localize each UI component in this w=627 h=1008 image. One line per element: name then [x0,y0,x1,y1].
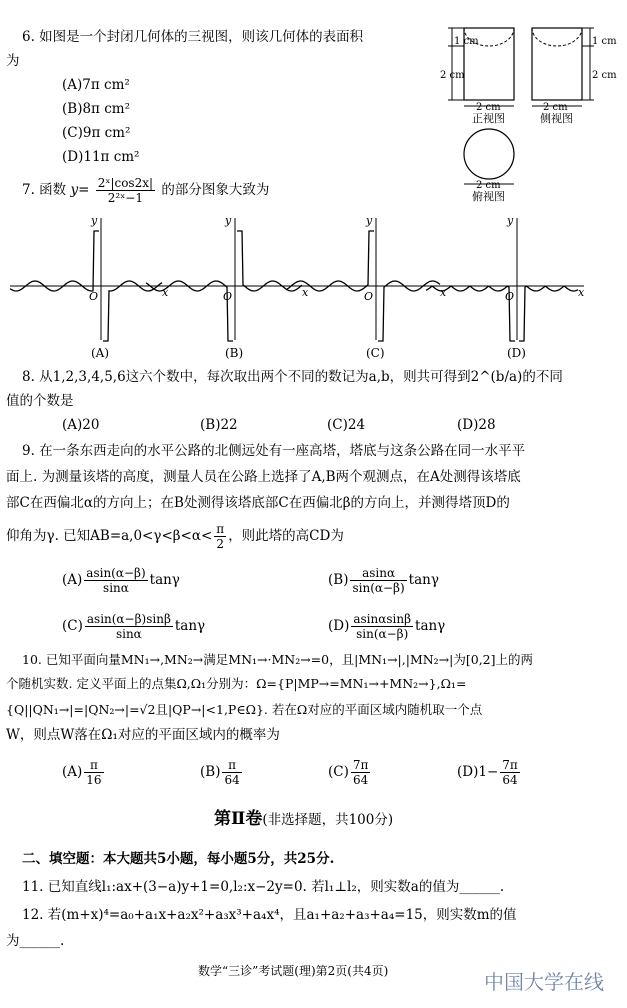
top-view-label: 俯视图 [472,190,505,203]
y-axis-label: y [507,214,514,227]
x-axis-label: x [162,286,169,299]
top-dim-2cm: 2 cm [476,180,501,191]
q12-line1: 12. 若(m+x)⁴=a₀+a₁x+a₂x²+a₃x³+a₄x⁴，且a₁+a₂+a₃+a₄=15，则实数m的值 [22,907,517,923]
page-footer: 数学“三诊”考试题(理)第2页(共4页) [198,964,389,978]
front-dim-2cm-height: 2 cm [440,70,465,81]
graph-label: (B) [225,346,244,360]
q9-line2: 面上. 为测量该塔的高度，测量人员在公路上选择了A,B两个观测点，在A处测得该塔底 [6,469,521,485]
x-axis-label: x [578,286,585,299]
q6-option-b: (B)8π cm² [62,101,130,117]
q9-line1: 9. 在一条东西走向的水平公路的北侧远处有一座高塔，塔底与这条公路在同一水平平 [22,443,526,459]
q10-option-a: (A) $\frac{\pi}{16}$ [62,758,102,787]
graph-d [426,214,585,360]
q12-line2: 为______. [6,933,65,949]
q8-line2: 值的个数是 [6,393,74,409]
function-curve [426,286,578,341]
q10-line4: W，则点W落在Ω₁对应的平面区域内的概率为 [6,727,280,743]
q7-stem: 7. 函数 y= $\frac{\text{2ˣ|cos2x|}}{\text{2²ˣ−1}}$ 的部分图象大致为 [22,176,270,205]
q9-option-b: (B) $\frac{asin\alpha}{\sin(\alpha-\beta)}$ tanγ [328,566,439,595]
x-axis-label: x [302,286,309,299]
front-view-label: 正视图 [472,112,505,125]
q10-option-b: (B) $\frac{\pi}{64}$ [200,758,240,787]
y-axis-label: y [366,214,373,227]
q6-line2: 为 [6,53,20,69]
q9-option-a: (A) $\frac{asin(\alpha-\beta)}{\sin\alpha}$ tanγ [62,566,180,595]
side-dim-2cm-width: 2 cm [543,102,568,113]
origin-label: O [505,290,515,303]
origin-label: O [89,290,99,303]
front-dim-2cm-width: 2 cm [476,102,501,113]
q11-text: 11. 已知直线l₁:ax+(3−a)y+1=0,l₂:x−2y=0. 若l₁⊥l₂，则实数a的值为______. [22,879,505,895]
section2-heading: 二、填空题：本大题共5小题，每小题5分，共25分. [22,851,335,867]
q10-line2: 个随机实数. 定义平面上的点集Ω,Ω₁分别为：Ω={P|MP→=MN₁→+MN₂→},Ω₁= [6,676,467,691]
q9-option-c: (C) $\frac{asin(\alpha-\beta)\sin\beta}{\sin\alpha}$ tanγ [62,612,206,641]
q10-line1: 10. 已知平面向量MN₁→,MN₂→满足MN₁→·MN₂→=0，且|MN₁→|,|MN₂→|为[0,2]上的两 [22,652,534,667]
graph-b [146,214,309,360]
q6-option-a: (A)7π cm² [62,77,130,93]
q8-option-a: (A)20 [62,417,100,433]
graph-label: (C) [366,346,385,360]
front-dim-1cm: 1 cm [454,36,479,47]
origin-label: O [223,290,233,303]
q8-line1: 8. 从1,2,3,4,5,6这六个数中，每次取出两个不同的数记为a,b，则共可得到2^(b/a)的不同 [22,369,563,385]
q7-graphs [0,212,627,362]
part2-heading: 第Ⅱ卷(非选择题，共100分) [214,809,394,829]
q10-line3: {Q||QN₁→|=|QN₂→|=√2且|QP→|<1,P∈Ω}. 若在Ω对应的平面区域内随机取一个点 [6,702,483,717]
q6-option-d: (D)11π cm² [62,149,140,165]
three-views-diagram [430,16,625,216]
x-axis-label: x [440,286,447,299]
y-axis-label: y [225,214,232,227]
watermark: 中国大学在线 [484,970,604,994]
q9-line4: 仰角为γ. 已知AB=a,0<γ<β<α< $\frac{\pi}{2}$ ，则此塔的高CD为 [6,522,344,551]
graph-label: (A) [91,346,110,360]
q8-option-b: (B)22 [200,417,238,433]
side-view-label: 侧视图 [540,112,573,125]
q8-option-d: (D)28 [457,417,496,433]
q9-option-d: (D) $\frac{asin\alpha\sin\beta}{\sin(\alpha-\beta)}$ tanγ [328,612,446,641]
y-axis-label: y [91,214,98,227]
origin-label: O [364,290,374,303]
q10-option-d: (D)1− $\frac{7\pi}{64}$ [457,758,518,787]
q6-option-c: (C)9π cm² [62,125,131,141]
q9-line3: 部C在西偏北α的方向上；在B处测得该塔底部C在西偏北β的方向上，并测得塔顶D的 [6,495,510,511]
graph-c [286,214,447,360]
q8-option-c: (C)24 [327,417,366,433]
q6-line1: 6. 如图是一个封闭几何体的三视图，则该几何体的表面积 [22,29,364,45]
graph-label: (D) [507,346,526,360]
side-dim-2cm-height: 2 cm [592,70,617,81]
q10-option-c: (C) $\frac{7\pi}{64}$ [328,758,369,787]
side-dim-1cm: 1 cm [592,36,617,47]
graph-a [10,214,169,360]
